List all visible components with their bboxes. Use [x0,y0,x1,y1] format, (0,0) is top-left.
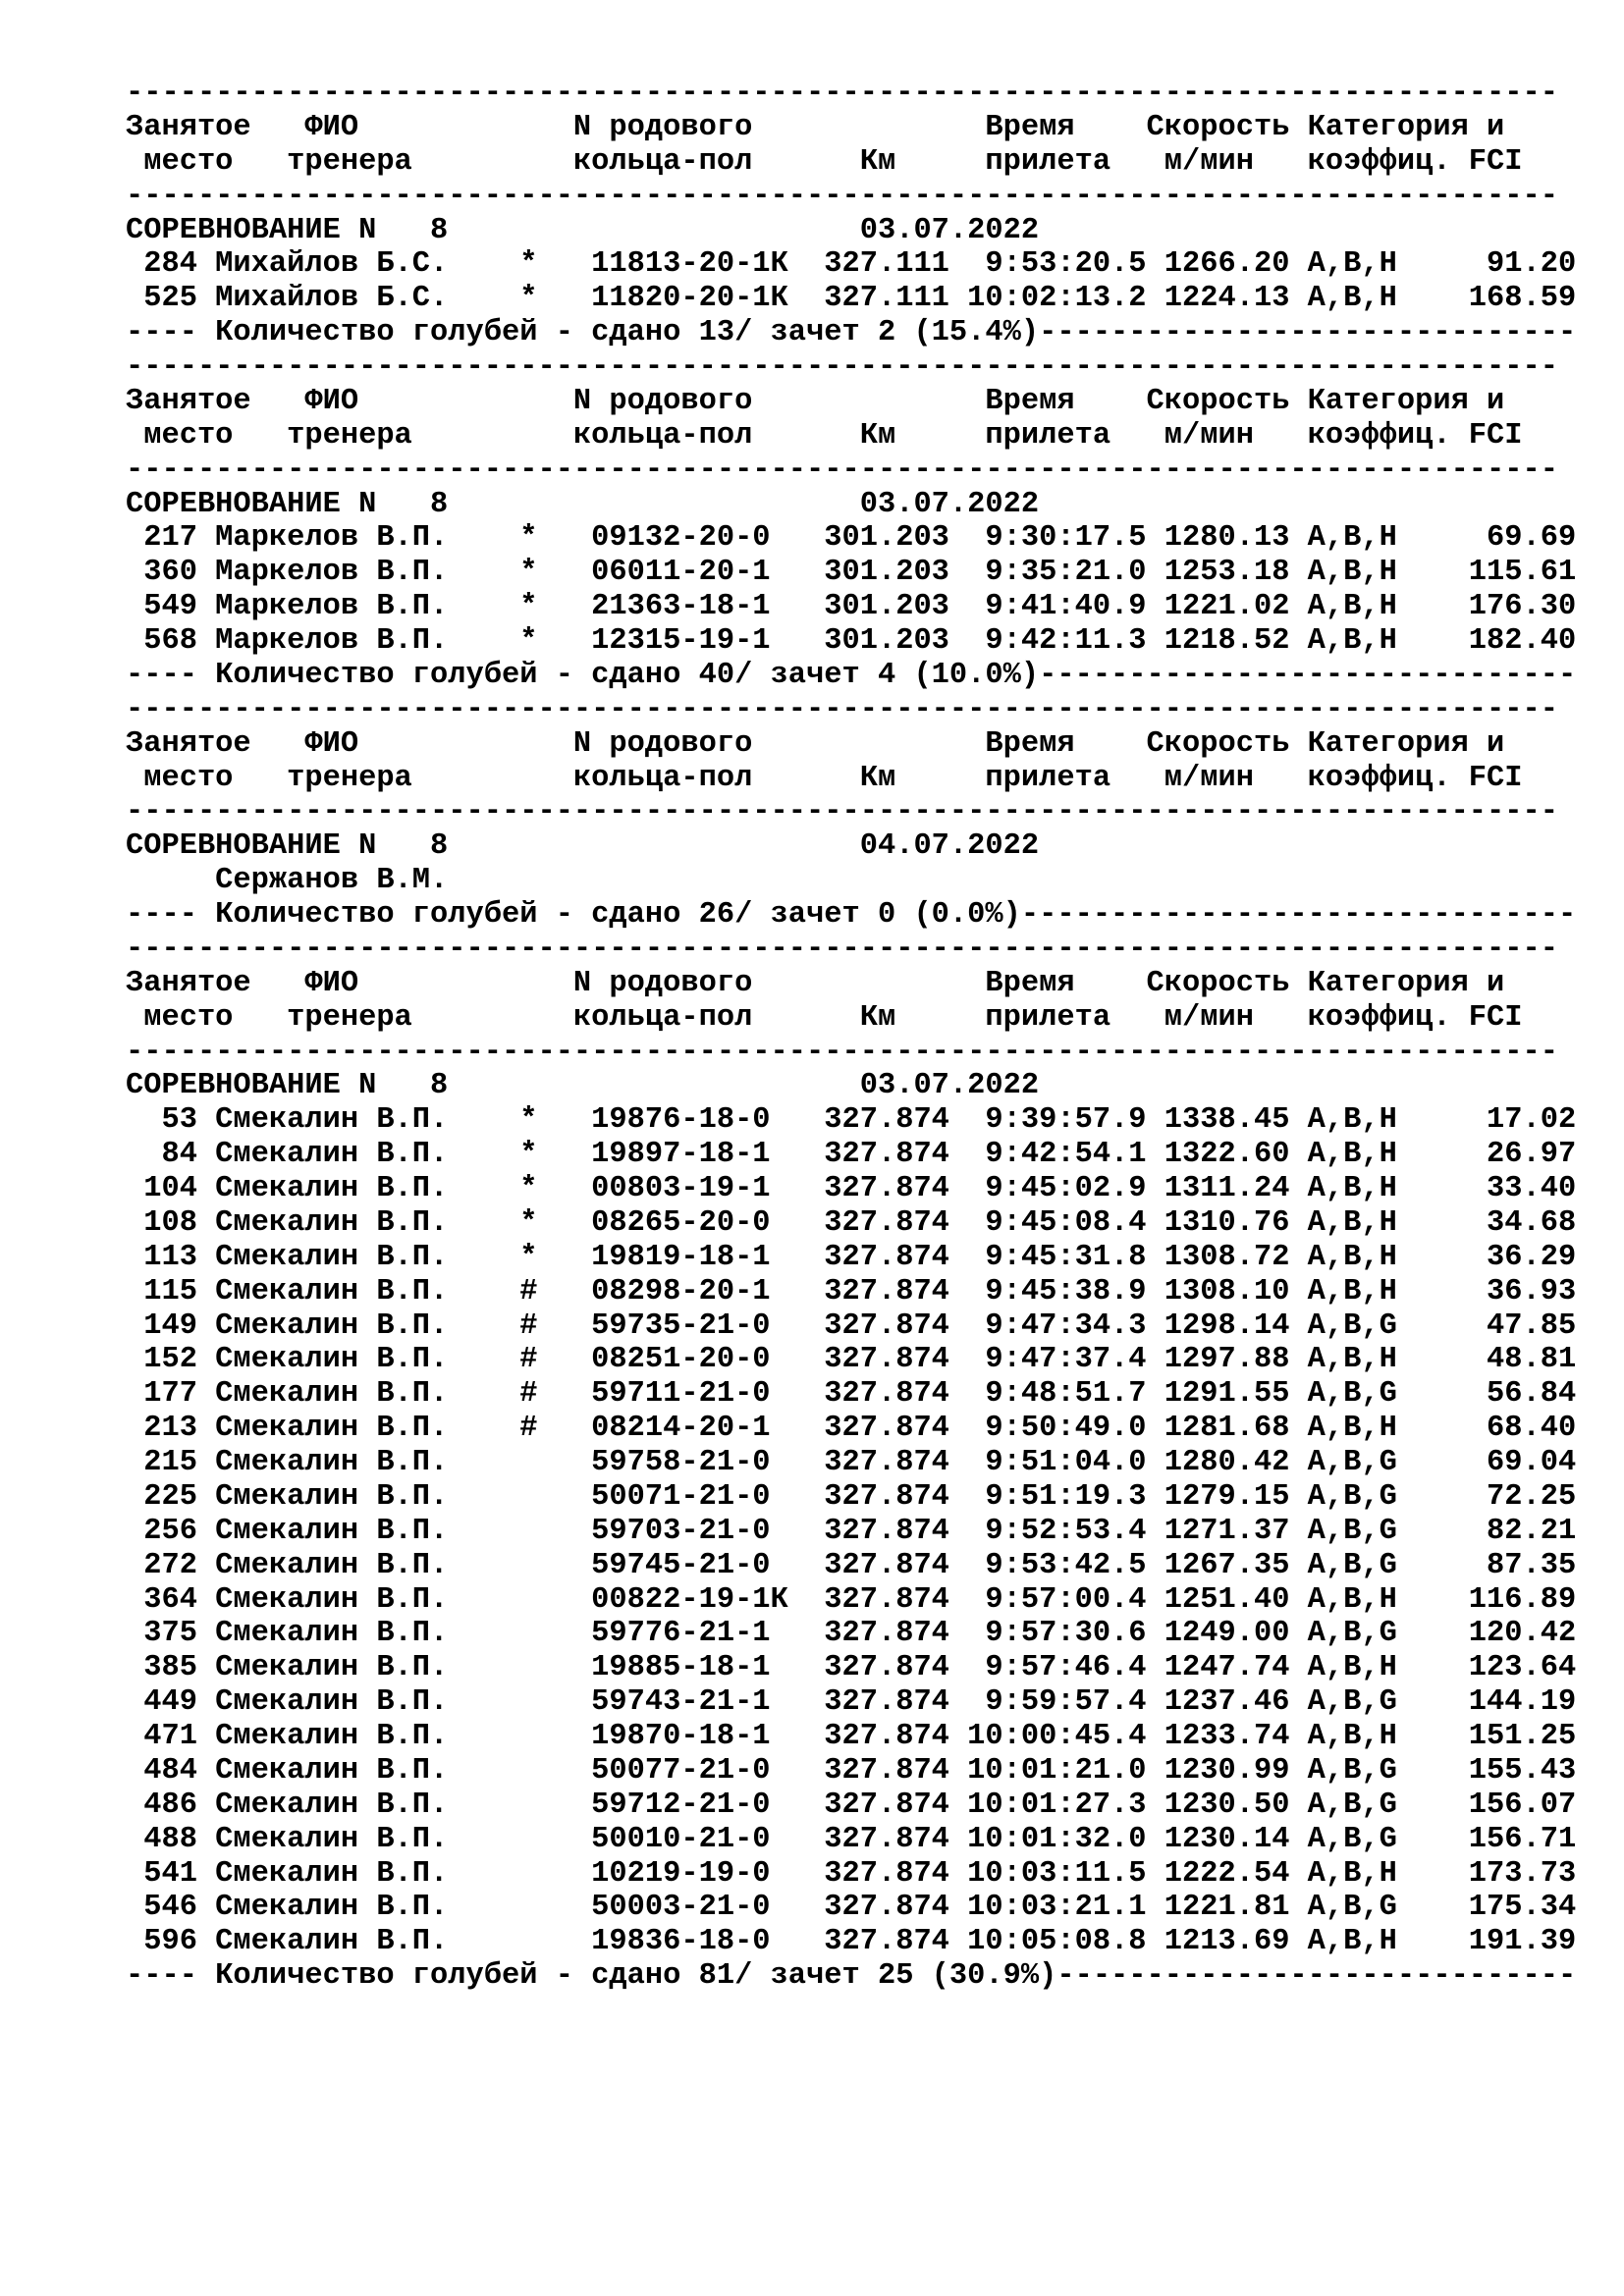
document-line: 568 Маркелов В.П. * 12315-19-1 301.203 9:42:11.3 1218.52 A,B,H 182.40 [126,624,1577,658]
document-line: -------------------------------------------------------------------------------- [126,692,1558,726]
document-line: 525 Михайлов Б.С. * 11820-20-1К 327.111 10:02:13.2 1224.13 A,B,H 168.59 [126,282,1577,316]
document-line: 284 Михайлов Б.С. * 11813-20-1К 327.111 9:53:20.5 1266.20 A,B,H 91.20 [126,247,1577,282]
document-line: 149 Смекалин В.П. # 59735-21-0 327.874 9:47:34.3 1298.14 A,B,G 47.85 [126,1308,1577,1343]
document-line: место тренера кольца-пол Км прилета м/мин коэффиц. FCI [126,418,1523,453]
document-line: 108 Смекалин В.П. * 08265-20-0 327.874 9:45:08.4 1310.76 A,B,H 34.68 [126,1205,1577,1240]
document-line: Занятое ФИО N родового Время Скорость Категория и [126,726,1505,761]
document-line: СОРЕВНОВАНИЕ N 8 03.07.2022 [126,487,1040,521]
document-line: 217 Маркелов В.П. * 09132-20-0 301.203 9:30:17.5 1280.13 A,B,H 69.69 [126,521,1577,556]
document-line: место тренера кольца-пол Км прилета м/мин коэффиц. FCI [126,144,1523,179]
document-line: ---- Количество голубей - сдано 40/ зачет 4 (10.0%)------------------------------ [126,658,1577,692]
document-line: 225 Смекалин В.П. 50071-21-0 327.874 9:51:19.3 1279.15 A,B,G 72.25 [126,1479,1577,1514]
document-line: 596 Смекалин В.П. 19836-18-0 327.874 10:05:08.8 1213.69 A,B,H 191.39 [126,1925,1577,1959]
document-line: Сержанов В.М. [126,864,449,898]
document-line: Занятое ФИО N родового Время Скорость Категория и [126,110,1505,144]
results-document [126,77,1598,1994]
document-line: 449 Смекалин В.П. 59743-21-1 327.874 9:59:57.4 1237.46 A,B,G 144.19 [126,1685,1577,1720]
document-line: -------------------------------------------------------------------------------- [126,1035,1558,1069]
document-line: Занятое ФИО N родового Время Скорость Категория и [126,384,1505,418]
document-line: 484 Смекалин В.П. 50077-21-0 327.874 10:01:21.0 1230.99 A,B,G 155.43 [126,1753,1577,1788]
document-line: место тренера кольца-пол Км прилета м/мин коэффиц. FCI [126,1000,1523,1035]
document-line: СОРЕВНОВАНИЕ N 8 03.07.2022 [126,213,1040,247]
document-line: 256 Смекалин В.П. 59703-21-0 327.874 9:52:53.4 1271.37 A,B,G 82.21 [126,1514,1577,1548]
document-line: 84 Смекалин В.П. * 19897-18-1 327.874 9:42:54.1 1322.60 A,B,H 26.97 [126,1138,1577,1172]
document-line: 546 Смекалин В.П. 50003-21-0 327.874 10:03:21.1 1221.81 A,B,G 175.34 [126,1891,1577,1925]
document-line: 375 Смекалин В.П. 59776-21-1 327.874 9:57:30.6 1249.00 A,B,G 120.42 [126,1617,1577,1651]
document-line: -------------------------------------------------------------------------------- [126,77,1558,110]
document-line: 213 Смекалин В.П. # 08214-20-1 327.874 9:50:49.0 1281.68 A,B,H 68.40 [126,1412,1577,1446]
document-line: 53 Смекалин В.П. * 19876-18-0 327.874 9:39:57.9 1338.45 A,B,H 17.02 [126,1103,1577,1138]
document-line: 549 Маркелов В.П. * 21363-18-1 301.203 9:41:40.9 1221.02 A,B,H 176.30 [126,590,1577,624]
document-line: -------------------------------------------------------------------------------- [126,350,1558,384]
document-line: -------------------------------------------------------------------------------- [126,179,1558,213]
document-line: 115 Смекалин В.П. # 08298-20-1 327.874 9:45:38.9 1308.10 A,B,H 36.93 [126,1274,1577,1308]
document-line: ---- Количество голубей - сдано 26/ зачет 0 (0.0%)------------------------------- [126,898,1577,932]
document-line: -------------------------------------------------------------------------------- [126,932,1558,966]
document-line: -------------------------------------------------------------------------------- [126,795,1558,829]
document-line: место тренера кольца-пол Км прилета м/мин коэффиц. FCI [126,761,1523,795]
document-line: 152 Смекалин В.П. # 08251-20-0 327.874 9:47:37.4 1297.88 A,B,H 48.81 [126,1343,1577,1377]
document-line: Занятое ФИО N родового Время Скорость Категория и [126,966,1505,1000]
document-line: 113 Смекалин В.П. * 19819-18-1 327.874 9:45:31.8 1308.72 A,B,H 36.29 [126,1240,1577,1274]
document-line: 104 Смекалин В.П. * 00803-19-1 327.874 9:45:02.9 1311.24 A,B,H 33.40 [126,1172,1577,1205]
document-line: 364 Смекалин В.П. 00822-19-1К 327.874 9:57:00.4 1251.40 A,B,H 116.89 [126,1582,1577,1617]
document-line: 360 Маркелов В.П. * 06011-20-1 301.203 9:35:21.0 1253.18 A,B,H 115.61 [126,556,1577,590]
document-line: 486 Смекалин В.П. 59712-21-0 327.874 10:01:27.3 1230.50 A,B,G 156.07 [126,1788,1577,1822]
document-line: 385 Смекалин В.П. 19885-18-1 327.874 9:57:46.4 1247.74 A,B,H 123.64 [126,1651,1577,1685]
document-line: 488 Смекалин В.П. 50010-21-0 327.874 10:01:32.0 1230.14 A,B,G 156.71 [126,1822,1577,1856]
document-line: ---- Количество голубей - сдано 13/ зачет 2 (15.4%)------------------------------ [126,316,1577,350]
document-line: 541 Смекалин В.П. 10219-19-0 327.874 10:03:11.5 1222.54 A,B,H 173.73 [126,1856,1577,1891]
document-line: СОРЕВНОВАНИЕ N 8 04.07.2022 [126,829,1040,864]
document-line: ---- Количество голубей - сдано 81/ зачет 25 (30.9%)----------------------------- [126,1959,1577,1994]
document-line: 177 Смекалин В.П. # 59711-21-0 327.874 9:48:51.7 1291.55 A,B,G 56.84 [126,1377,1577,1412]
document-line: 471 Смекалин В.П. 19870-18-1 327.874 10:00:45.4 1233.74 A,B,H 151.25 [126,1720,1577,1753]
document-line: -------------------------------------------------------------------------------- [126,453,1558,487]
document-line: СОРЕВНОВАНИЕ N 8 03.07.2022 [126,1069,1040,1103]
document-line: 215 Смекалин В.П. 59758-21-0 327.874 9:51:04.0 1280.42 A,B,G 69.04 [126,1446,1577,1479]
document-line: 272 Смекалин В.П. 59745-21-0 327.874 9:53:42.5 1267.35 A,B,G 87.35 [126,1548,1577,1582]
